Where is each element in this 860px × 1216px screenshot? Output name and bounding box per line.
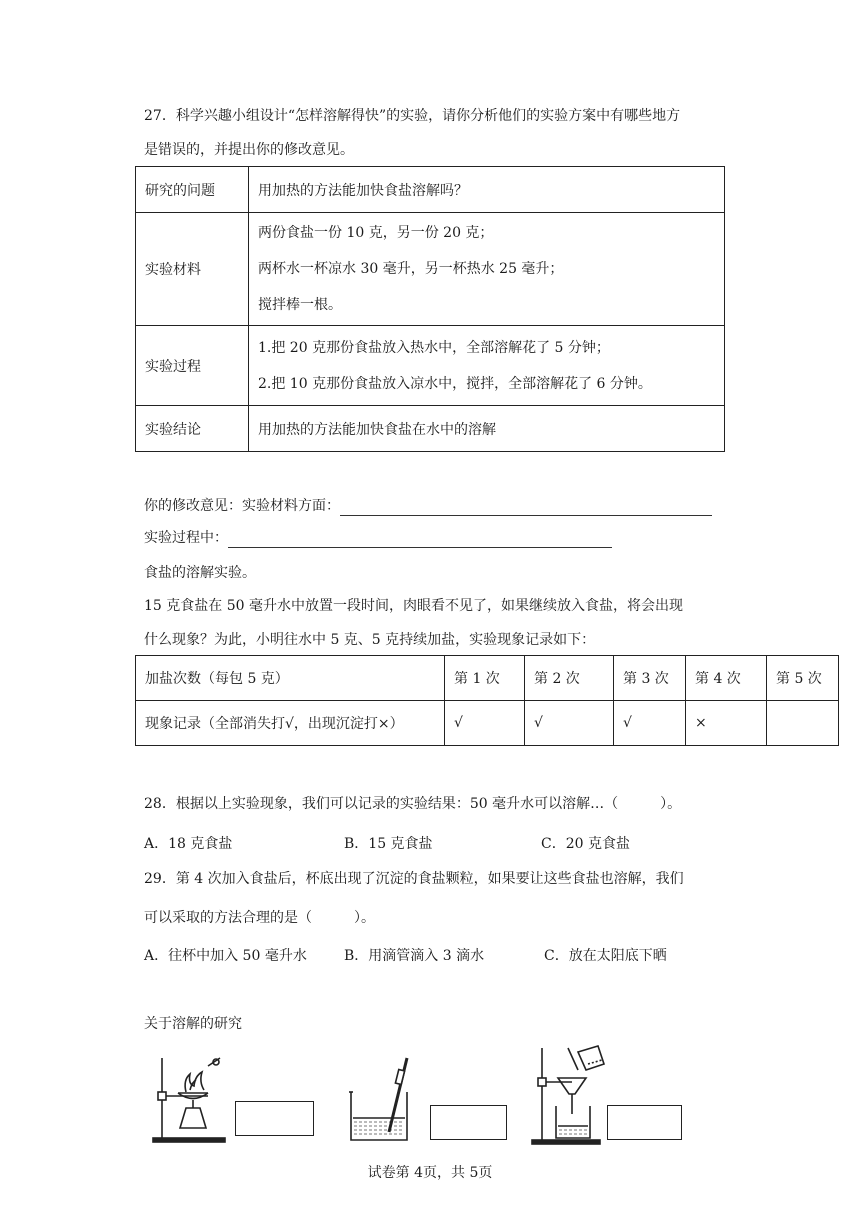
header-label: 加盐次数（每包 5 克） — [136, 656, 445, 701]
record-mark: × — [686, 701, 767, 746]
q28-option-a[interactable]: A．18 克食盐 — [144, 836, 233, 852]
record-label: 现象记录（全部消失打√，出现沉淀打×） — [136, 701, 445, 746]
section-title-dissolve: 关于溶解的研究 — [144, 1016, 242, 1032]
materials-line: 两份食盐一份 10 克，另一份 20 克； — [258, 225, 494, 241]
record-mark[interactable] — [767, 701, 839, 746]
header-cell: 第 5 次 — [767, 656, 839, 701]
salt-intro-line2: 什么现象？为此，小明往水中 5 克、5 克持续加盐，实验现象记录如下： — [144, 632, 596, 648]
answer-box-3[interactable] — [607, 1105, 682, 1140]
salt-record-table — [135, 655, 839, 746]
row-label-question: 研究的问题 — [136, 167, 249, 213]
row-label-conclusion: 实验结论 — [136, 406, 249, 452]
header-cell: 第 3 次 — [614, 656, 686, 701]
experiment-plan-table — [135, 166, 725, 452]
row-label-process: 实验过程 — [136, 326, 249, 406]
row-label-materials: 实验材料 — [136, 213, 249, 326]
q28-stem: 28．根据以上实验现象，我们可以记录的实验结果：50 毫升水可以溶解…（ ）。 — [144, 796, 682, 812]
header-cell: 第 2 次 — [525, 656, 614, 701]
table-row — [136, 213, 725, 326]
page-footer: 试卷第 4页，共 5页 — [367, 1165, 493, 1181]
row-value-question: 用加热的方法能加快食盐溶解吗？ — [249, 167, 725, 213]
table-row — [136, 167, 725, 213]
answer-process-blank[interactable] — [228, 531, 612, 548]
materials-line: 搅拌棒一根。 — [258, 297, 342, 313]
record-mark: √ — [614, 701, 686, 746]
evaporation-apparatus-icon — [150, 1048, 230, 1144]
table-row — [136, 656, 839, 701]
answer-materials-blank[interactable] — [340, 499, 712, 516]
stirring-beaker-icon — [345, 1056, 417, 1144]
row-value-materials — [249, 213, 725, 326]
q28-option-c[interactable]: C．20 克食盐 — [541, 836, 630, 852]
record-mark: √ — [525, 701, 614, 746]
q29-stem-line2: 可以采取的方法合理的是（ ）。 — [144, 910, 375, 926]
header-cell: 第 1 次 — [445, 656, 525, 701]
section-title-salt: 食盐的溶解实验。 — [144, 565, 256, 581]
answer-process-label: 实验过程中： — [144, 530, 228, 546]
q27-stem-line1: 27．科学兴趣小组设计“怎样溶解得快”的实验，请你分析他们的实验方案中有哪些地方 — [144, 108, 681, 124]
filtration-apparatus-icon — [528, 1042, 608, 1146]
q29-option-c[interactable]: C．放在太阳底下晒 — [544, 948, 667, 964]
table-row — [136, 406, 725, 452]
table-row — [136, 701, 839, 746]
salt-intro-line1: 15 克食盐在 50 毫升水中放置一段时间，肉眼看不见了，如果继续放入食盐，将会出现 — [144, 598, 683, 614]
process-line: 2.把 10 克那份食盐放入凉水中，搅拌，全部溶解花了 6 分钟。 — [258, 375, 652, 392]
header-cell: 第 4 次 — [686, 656, 767, 701]
q27-stem-line2: 是错误的，并提出你的修改意见。 — [144, 142, 354, 158]
q29-stem-line1: 29．第 4 次加入食盐后，杯底出现了沉淀的食盐颗粒，如果要让这些食盐也溶解，我们 — [144, 871, 684, 887]
q29-option-a[interactable]: A．往杯中加入 50 毫升水 — [144, 948, 307, 964]
answer-process-row — [144, 528, 612, 548]
answer-materials-label: 你的修改意见：实验材料方面： — [144, 498, 340, 514]
answer-box-1[interactable] — [235, 1101, 314, 1136]
table-row — [136, 326, 725, 406]
record-mark: √ — [445, 701, 525, 746]
materials-line: 两杯水一杯凉水 30 毫升，另一杯热水 25 毫升； — [258, 261, 564, 277]
row-value-process — [249, 326, 725, 406]
q28-option-b[interactable]: B．15 克食盐 — [344, 836, 433, 852]
process-line: 1.把 20 克那份食盐放入热水中，全部溶解花了 5 分钟； — [258, 339, 610, 356]
answer-materials-row — [144, 496, 712, 516]
answer-box-2[interactable] — [430, 1105, 507, 1140]
row-value-conclusion: 用加热的方法能加快食盐在水中的溶解 — [249, 406, 725, 452]
q29-option-b[interactable]: B．用滴管滴入 3 滴水 — [344, 948, 485, 964]
